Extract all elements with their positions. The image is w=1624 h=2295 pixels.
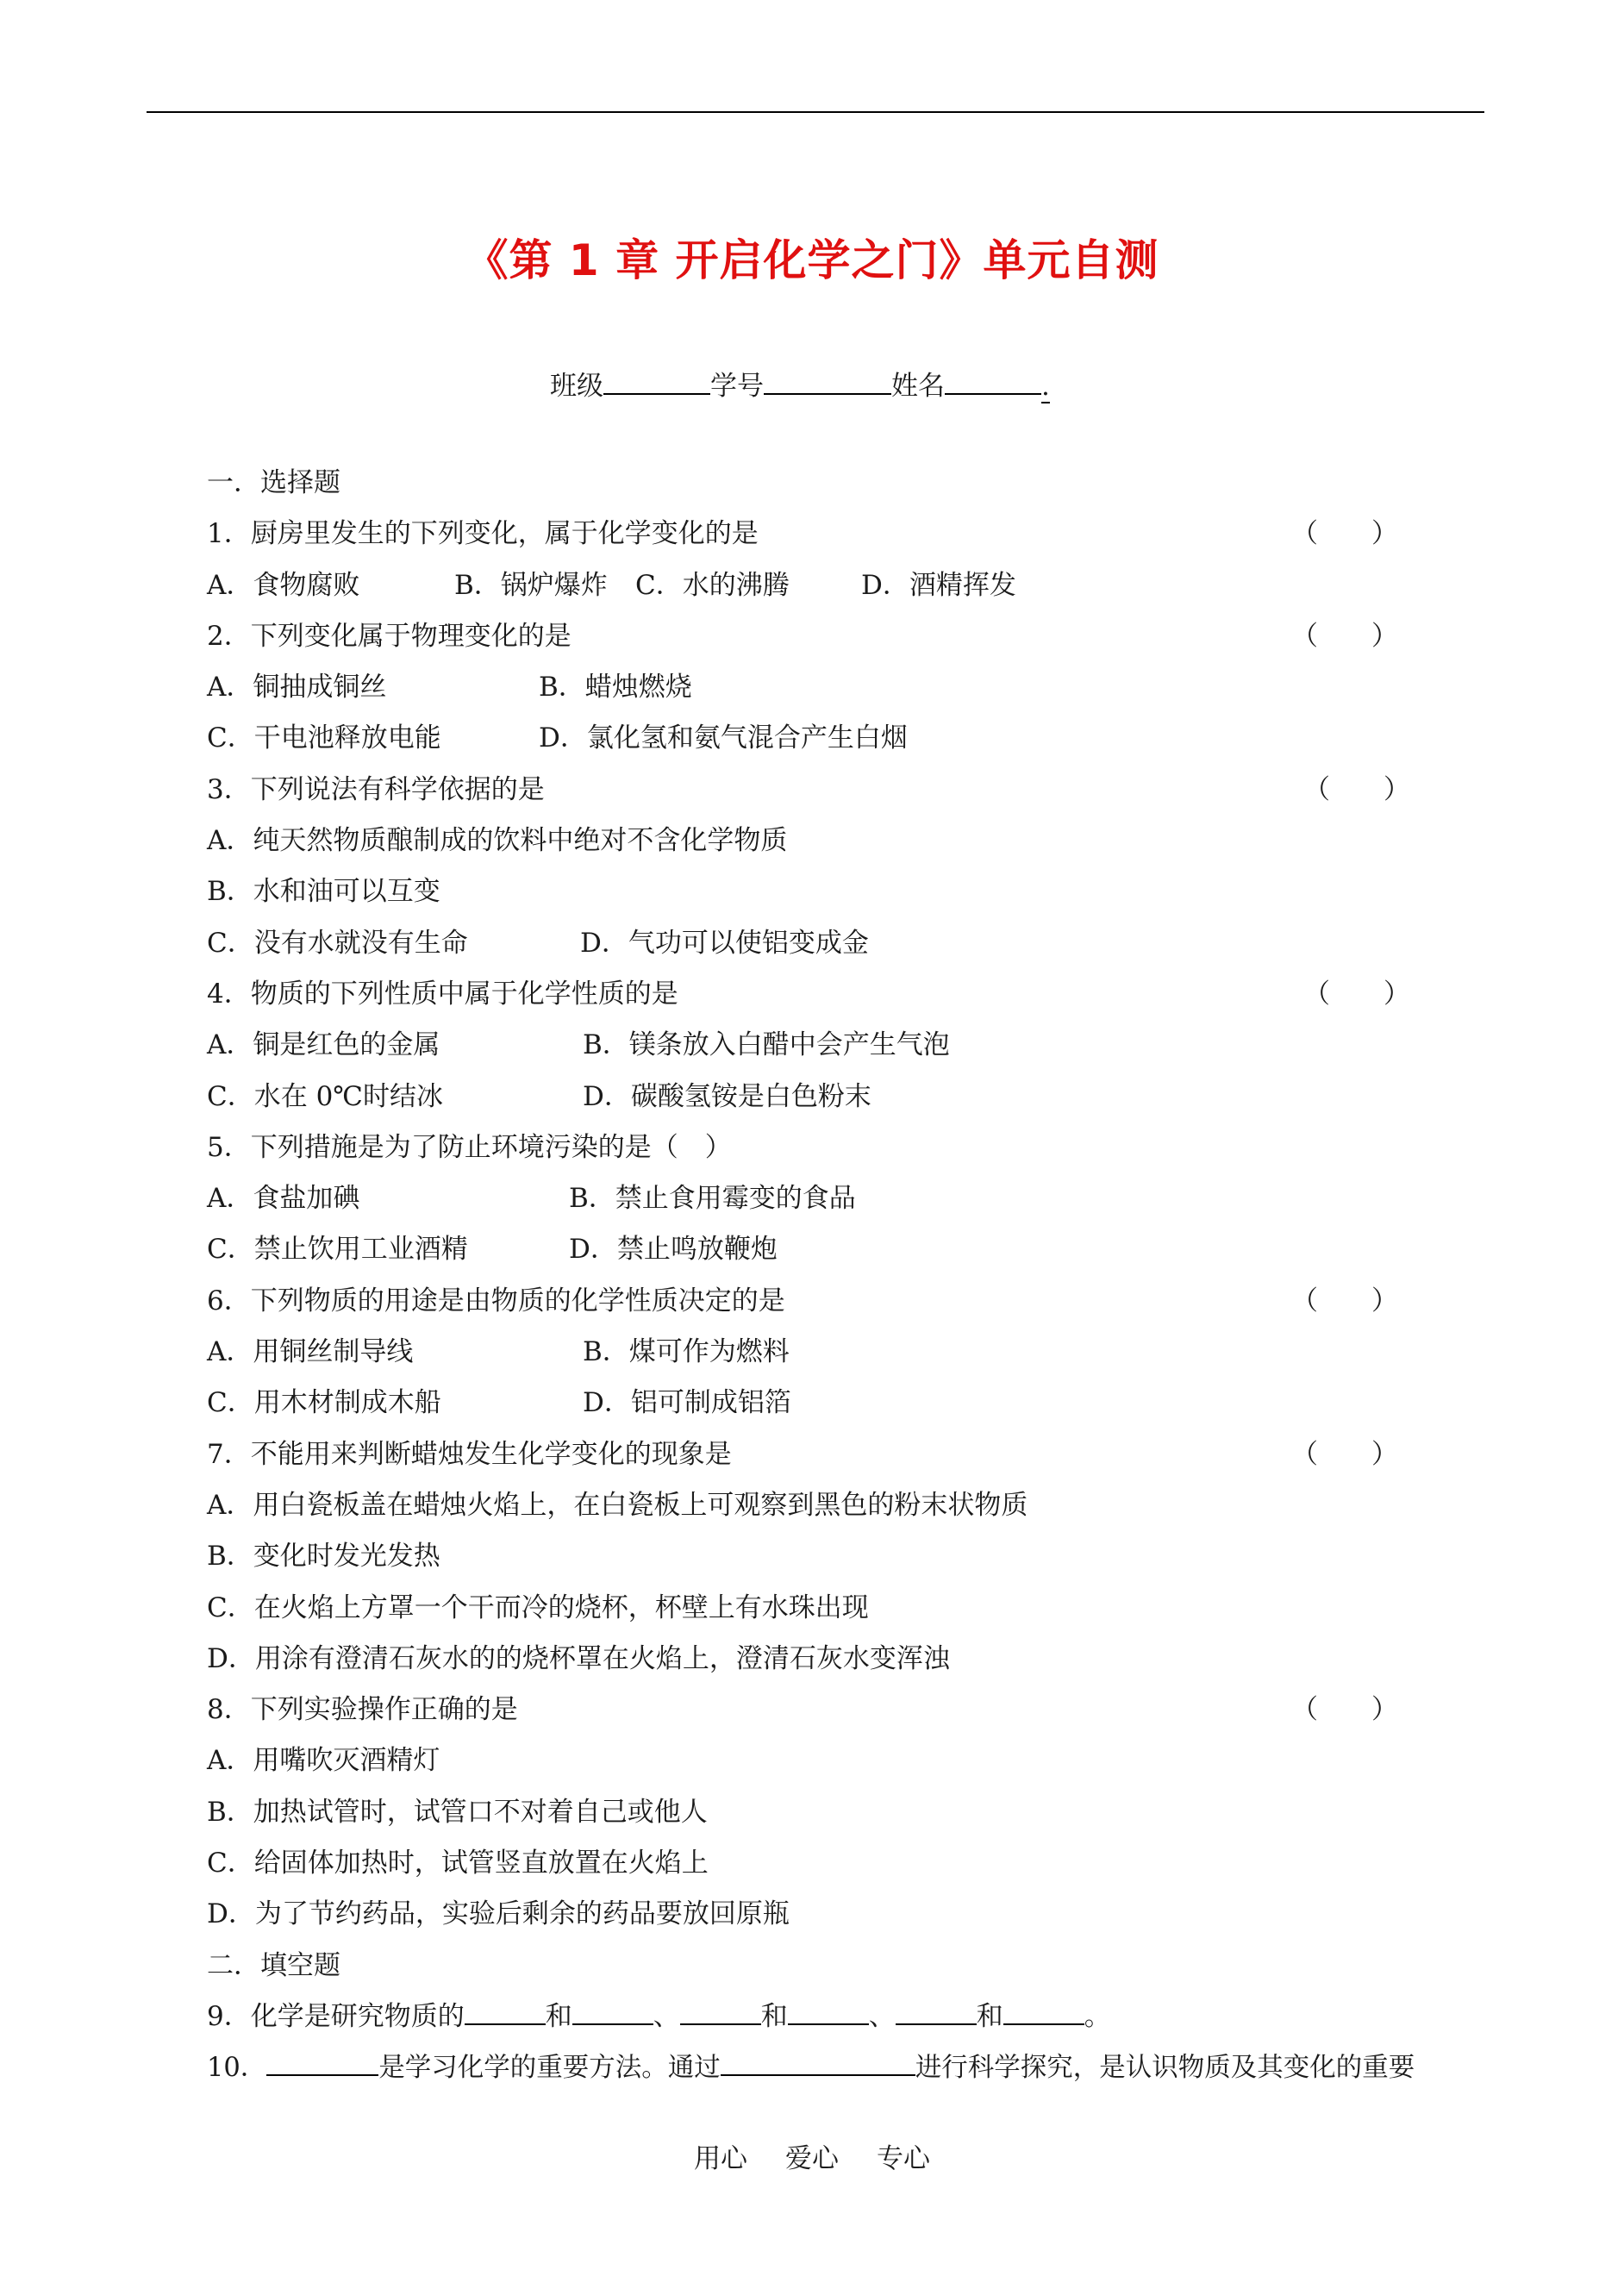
option-row	[207, 1232, 1491, 1283]
option-b[interactable]: B．煤可作为燃料	[583, 1336, 790, 1368]
question-stem: 1．厨房里发生的下列变化，属于化学变化的是 （ ）	[207, 518, 1398, 550]
option-row	[207, 1795, 1491, 1846]
option-a[interactable]: A．用嘴吹灭酒精灯	[207, 1745, 440, 1777]
question-list	[207, 466, 1491, 2102]
option-row	[207, 1897, 1491, 1948]
option-d[interactable]: D．为了节约药品，实验后剩余的药品要放回原瓶	[207, 1898, 790, 1930]
fill-blank[interactable]	[680, 1999, 761, 2025]
option-b[interactable]: B．变化时发光发热	[207, 1541, 440, 1573]
answer-paren[interactable]: （ ）	[1291, 620, 1398, 652]
option-a[interactable]: A．用铜丝制导线	[207, 1336, 414, 1368]
option-row	[207, 568, 1491, 619]
option-c[interactable]: C．禁止饮用工业酒精	[207, 1234, 468, 1266]
option-d[interactable]: D．用涂有澄清石灰水的的烧杯罩在火焰上，澄清石灰水变浑浊	[207, 1642, 950, 1674]
answer-paren[interactable]: （ ）	[1303, 773, 1410, 805]
option-row	[207, 1488, 1491, 1539]
question-stem: 3．下列说法有科学依据的是 （ ）	[207, 773, 1410, 805]
option-c[interactable]: C．水的沸腾	[635, 569, 790, 601]
question-stem: 6．下列物质的用途是由物质的化学性质决定的是 （ ）	[207, 1285, 1398, 1316]
answer-paren[interactable]: （ ）	[1291, 518, 1398, 550]
option-row	[207, 1028, 1491, 1079]
option-c[interactable]: C．水在 0℃时结冰	[207, 1080, 443, 1112]
class-label: 班级	[550, 371, 603, 402]
section-heading: 一．选择题	[207, 467, 340, 498]
footer-word: 用心	[694, 2143, 747, 2174]
answer-paren[interactable]: （ ）	[1291, 1285, 1398, 1316]
option-d[interactable]: D．碳酸氢铵是白色粉末	[583, 1080, 871, 1112]
id-label: 学号	[710, 371, 764, 402]
fill-blank[interactable]	[788, 1999, 869, 2025]
option-row	[207, 1846, 1491, 1897]
fill-blank[interactable]	[721, 2050, 915, 2076]
option-row	[207, 721, 1491, 772]
section-heading: 二．填空题	[207, 1949, 340, 1981]
fill-question: 10． 是学习化学的重要方法。通过 进行科学探究，是认识物质及其变化的重要	[207, 2050, 1491, 2101]
fill-blank[interactable]	[896, 1999, 977, 2025]
option-b[interactable]: B．加热试管时，试管口不对着自己或他人	[207, 1796, 708, 1828]
name-label: 姓名	[891, 371, 945, 402]
option-d[interactable]: D．气功可以使铝变成金	[580, 927, 869, 959]
answer-paren[interactable]: （ ）	[1303, 978, 1410, 1010]
option-a[interactable]: A．食物腐败	[207, 569, 360, 601]
option-row	[207, 1642, 1491, 1692]
answer-paren[interactable]: （ ）	[1291, 1438, 1398, 1470]
fill-question: 9．化学是研究物质的 和 、 和 、 和 。	[207, 2000, 1111, 2032]
header-rule	[147, 111, 1484, 113]
option-c[interactable]: C．没有水就没有生命	[207, 927, 468, 959]
option-row	[207, 1181, 1491, 1232]
answer-paren[interactable]: （ ）	[1291, 1694, 1398, 1726]
option-c[interactable]: C．在火焰上方罩一个干而冷的烧杯，杯壁上有水珠出现	[207, 1591, 869, 1623]
footer-word: 爱心	[785, 2143, 839, 2174]
option-a[interactable]: A．食盐加碘	[207, 1183, 360, 1215]
option-c[interactable]: C．给固体加热时，试管竖直放置在火焰上	[207, 1848, 709, 1879]
option-row	[207, 1385, 1491, 1436]
fill-blank[interactable]	[572, 1999, 653, 2025]
fill-blank[interactable]	[1003, 1999, 1084, 2025]
name-blank[interactable]	[945, 369, 1041, 395]
option-a[interactable]: A．铜抽成铜丝	[207, 672, 387, 704]
class-blank[interactable]	[603, 369, 710, 395]
option-b[interactable]: B．镁条放入白醋中会产生气泡	[583, 1029, 950, 1061]
option-row	[207, 823, 1491, 874]
option-row	[207, 1539, 1491, 1590]
student-info-line	[550, 364, 1050, 403]
option-a[interactable]: A．用白瓷板盖在蜡烛火焰上，在白瓷板上可观察到黑色的粉末状物质	[207, 1489, 1028, 1521]
option-row	[207, 1591, 1491, 1642]
footer-word: 专心	[877, 2143, 930, 2174]
option-a[interactable]: A．纯天然物质酿制成的饮料中绝对不含化学物质	[207, 825, 788, 857]
option-b[interactable]: B．蜡烛燃烧	[539, 672, 692, 704]
page-footer	[0, 2136, 1624, 2175]
option-b[interactable]: B．水和油可以互变	[207, 876, 440, 908]
option-d[interactable]: D．禁止鸣放鞭炮	[569, 1234, 778, 1266]
question-stem: 4．物质的下列性质中属于化学性质的是 （ ）	[207, 978, 1410, 1010]
option-b[interactable]: B．禁止食用霉变的食品	[569, 1183, 856, 1215]
option-b[interactable]: B．锅炉爆炸	[454, 569, 608, 601]
fill-blank[interactable]	[465, 1999, 546, 2025]
option-d[interactable]: D．铝可制成铝箔	[583, 1387, 791, 1419]
id-blank[interactable]	[764, 369, 891, 395]
page-title: 《第 1 章 开启化学之门》单元自测	[465, 235, 1159, 285]
option-c[interactable]: C．用木材制成木船	[207, 1387, 441, 1419]
fill-blank[interactable]	[266, 2050, 378, 2076]
option-d[interactable]: D．酒精挥发	[861, 569, 1016, 601]
option-row	[207, 1743, 1491, 1794]
option-row	[207, 874, 1491, 925]
option-a[interactable]: A．铜是红色的金属	[207, 1029, 440, 1061]
option-c[interactable]: C．干电池释放电能	[207, 722, 441, 754]
question-stem: 7．不能用来判断蜡烛发生化学变化的现象是 （ ）	[207, 1438, 1398, 1470]
option-d[interactable]: D．氯化氢和氨气混合产生白烟	[539, 722, 908, 754]
question-stem: 2．下列变化属于物理变化的是 （ ）	[207, 620, 1398, 652]
question-stem: 5．下列措施是为了防止环境污染的是（ ）	[207, 1131, 732, 1163]
option-row	[207, 926, 1491, 977]
question-stem: 8．下列实验操作正确的是 （ ）	[207, 1694, 1398, 1726]
option-row	[207, 670, 1491, 721]
option-row	[207, 1335, 1491, 1385]
option-row	[207, 1079, 1491, 1130]
info-end: .	[1041, 371, 1050, 402]
